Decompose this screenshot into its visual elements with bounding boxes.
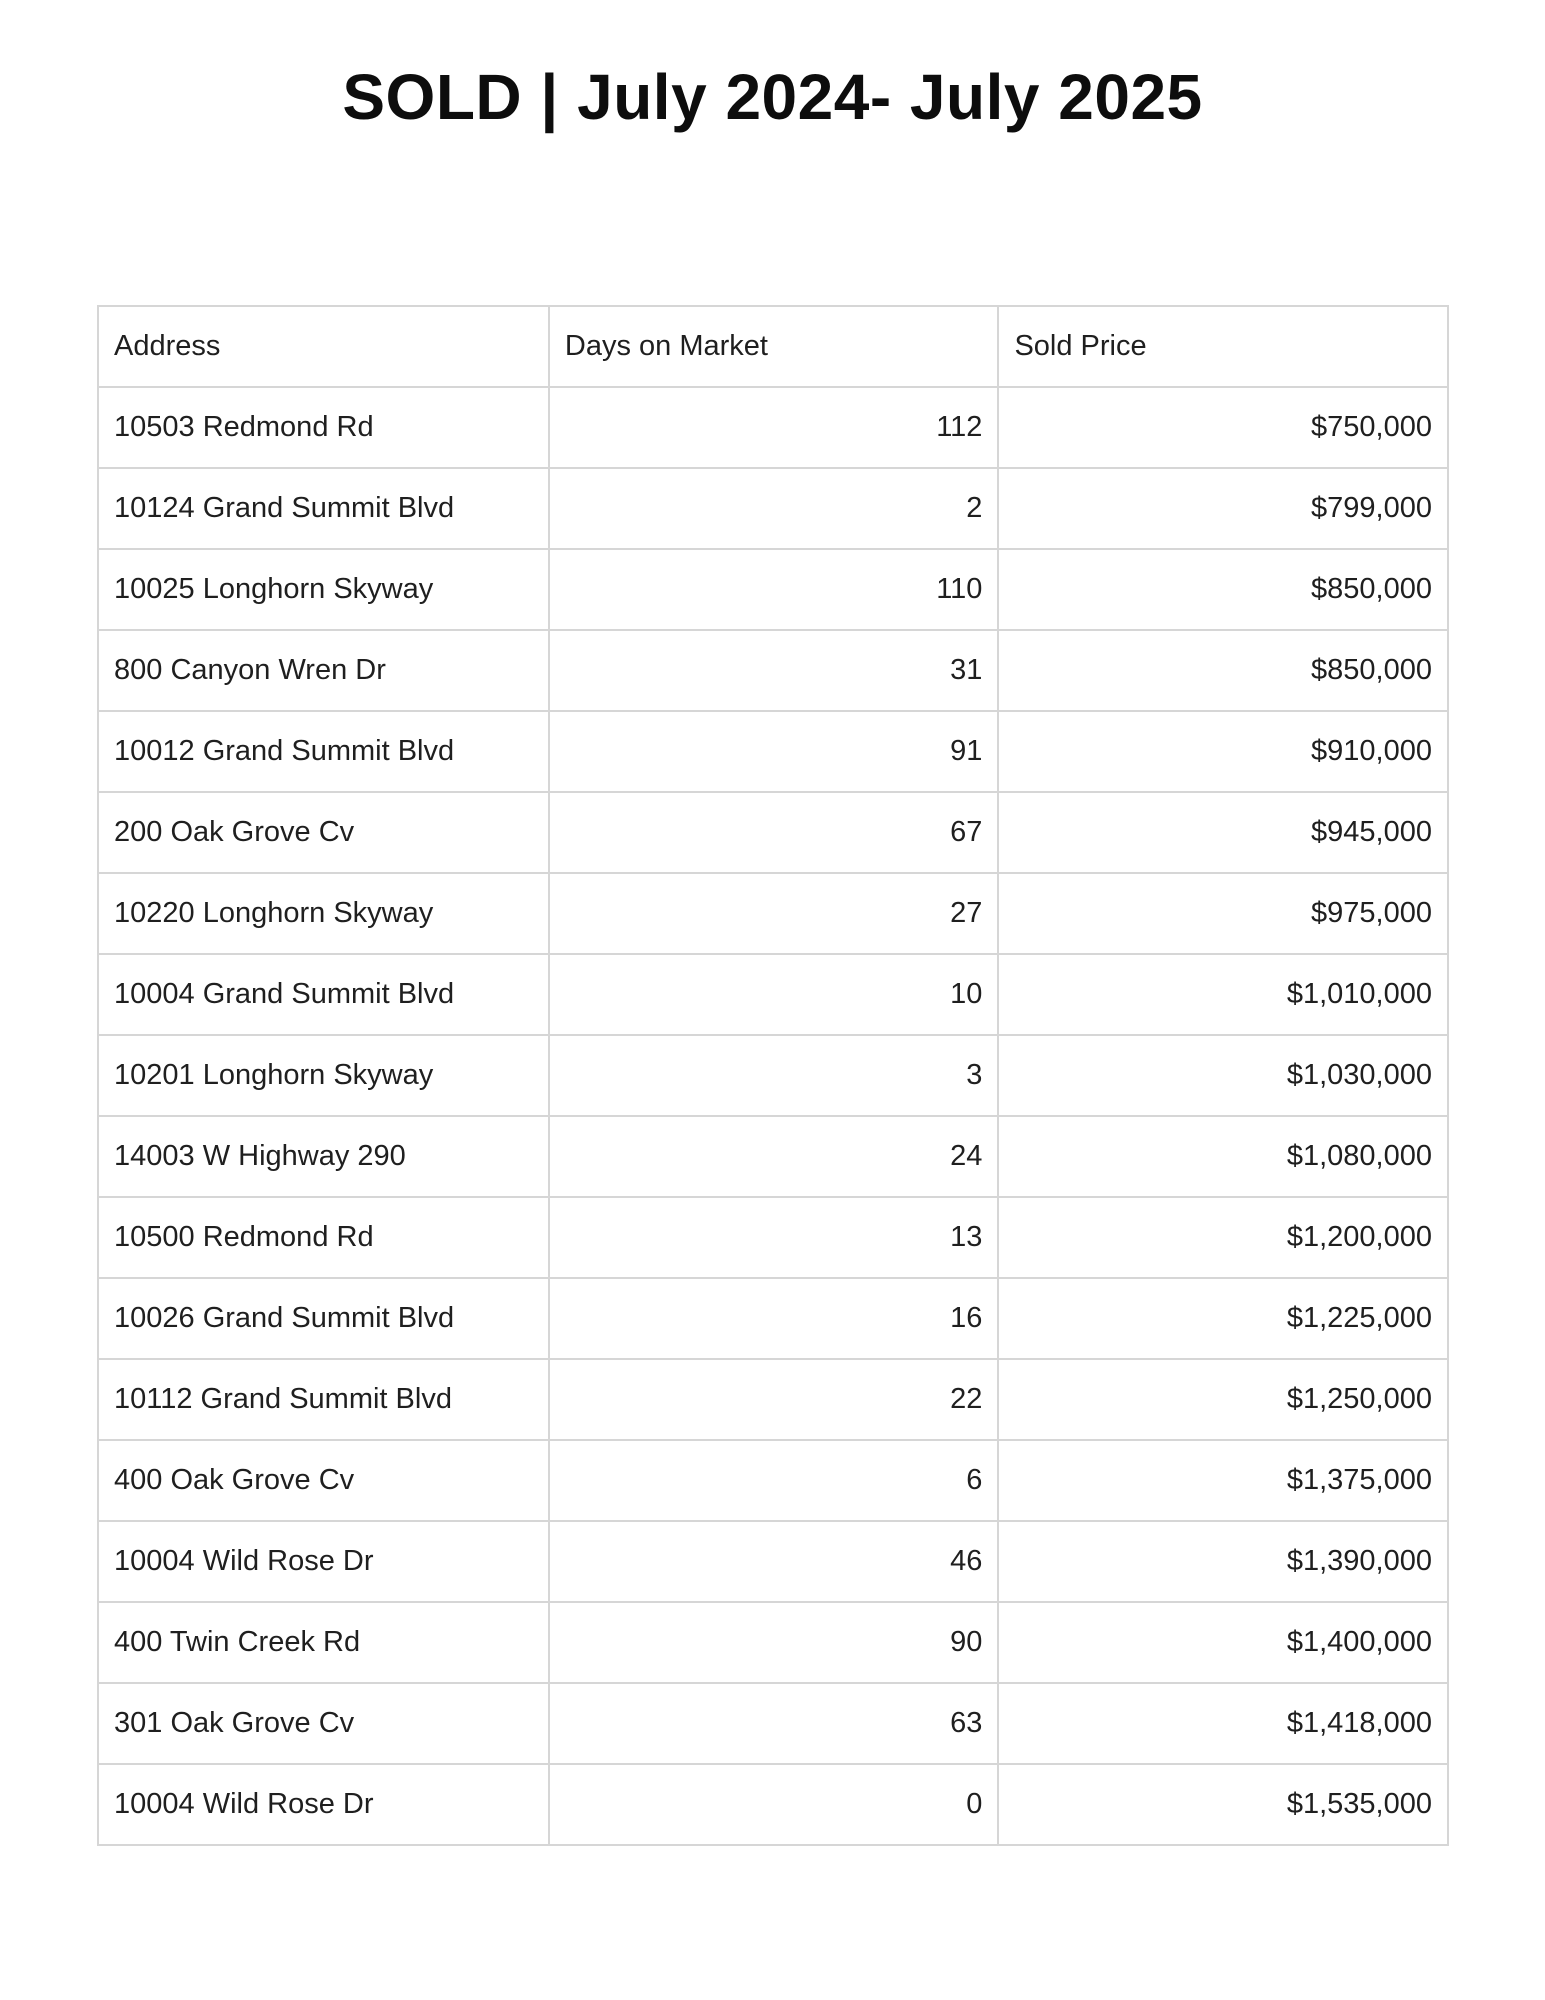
days-on-market-cell: 3: [549, 1035, 999, 1116]
sold-price-cell: $1,250,000: [998, 1359, 1448, 1440]
sold-price-cell: $1,080,000: [998, 1116, 1448, 1197]
table-row: [98, 711, 1448, 792]
table-body: [98, 387, 1448, 1845]
sold-price-cell: $1,375,000: [998, 1440, 1448, 1521]
sold-price-cell: $910,000: [998, 711, 1448, 792]
address-cell: 10004 Wild Rose Dr: [98, 1521, 549, 1602]
address-cell: 10503 Redmond Rd: [98, 387, 549, 468]
days-on-market-cell: 110: [549, 549, 999, 630]
days-on-market-cell: 31: [549, 630, 999, 711]
table-header: [98, 306, 1448, 387]
table-row: [98, 1116, 1448, 1197]
days-on-market-cell: 63: [549, 1683, 999, 1764]
sold-price-cell: $1,200,000: [998, 1197, 1448, 1278]
table-row: [98, 1521, 1448, 1602]
address-cell: 800 Canyon Wren Dr: [98, 630, 549, 711]
table-row: [98, 1440, 1448, 1521]
sold-price-cell: $1,535,000: [998, 1764, 1448, 1845]
address-cell: 200 Oak Grove Cv: [98, 792, 549, 873]
table-row: [98, 1602, 1448, 1683]
sold-price-cell: $850,000: [998, 630, 1448, 711]
days-on-market-cell: 91: [549, 711, 999, 792]
sold-price-cell: $1,030,000: [998, 1035, 1448, 1116]
sold-price-cell: $1,400,000: [998, 1602, 1448, 1683]
address-cell: 400 Twin Creek Rd: [98, 1602, 549, 1683]
address-cell: 10026 Grand Summit Blvd: [98, 1278, 549, 1359]
table-row: [98, 468, 1448, 549]
sold-price-cell: $1,418,000: [998, 1683, 1448, 1764]
days-on-market-cell: 2: [549, 468, 999, 549]
days-on-market-cell: 6: [549, 1440, 999, 1521]
days-on-market-cell: 46: [549, 1521, 999, 1602]
days-on-market-cell: 22: [549, 1359, 999, 1440]
table-row: [98, 792, 1448, 873]
days-on-market-cell: 16: [549, 1278, 999, 1359]
days-on-market-cell: 67: [549, 792, 999, 873]
table-row: [98, 954, 1448, 1035]
address-cell: 400 Oak Grove Cv: [98, 1440, 549, 1521]
table-row: [98, 1035, 1448, 1116]
address-cell: 10025 Longhorn Skyway: [98, 549, 549, 630]
days-on-market-cell: 10: [549, 954, 999, 1035]
sold-price-cell: $1,225,000: [998, 1278, 1448, 1359]
address-cell: 10004 Grand Summit Blvd: [98, 954, 549, 1035]
sold-price-cell: $1,010,000: [998, 954, 1448, 1035]
address-cell: 10004 Wild Rose Dr: [98, 1764, 549, 1845]
sold-price-cell: $975,000: [998, 873, 1448, 954]
address-cell: 10220 Longhorn Skyway: [98, 873, 549, 954]
sold-price-cell: $750,000: [998, 387, 1448, 468]
column-header-sold-price: Sold Price: [998, 306, 1448, 387]
header-row: [98, 306, 1448, 387]
days-on-market-cell: 27: [549, 873, 999, 954]
table-row: [98, 387, 1448, 468]
days-on-market-cell: 13: [549, 1197, 999, 1278]
page-title: SOLD | July 2024- July 2025: [342, 61, 1203, 133]
address-cell: 301 Oak Grove Cv: [98, 1683, 549, 1764]
table-row: [98, 1683, 1448, 1764]
sold-price-cell: $850,000: [998, 549, 1448, 630]
column-header-address: Address: [98, 306, 549, 387]
sold-price-cell: $1,390,000: [998, 1521, 1448, 1602]
table-row: [98, 1764, 1448, 1845]
table-row: [98, 630, 1448, 711]
sold-listings-table: [97, 305, 1449, 1846]
days-on-market-cell: 90: [549, 1602, 999, 1683]
days-on-market-cell: 0: [549, 1764, 999, 1845]
address-cell: 10012 Grand Summit Blvd: [98, 711, 549, 792]
table-row: [98, 1278, 1448, 1359]
address-cell: 10500 Redmond Rd: [98, 1197, 549, 1278]
table-row: [98, 549, 1448, 630]
address-cell: 14003 W Highway 290: [98, 1116, 549, 1197]
address-cell: 10124 Grand Summit Blvd: [98, 468, 549, 549]
table-row: [98, 873, 1448, 954]
address-cell: 10201 Longhorn Skyway: [98, 1035, 549, 1116]
table-row: [98, 1359, 1448, 1440]
column-header-days-on-market: Days on Market: [549, 306, 999, 387]
days-on-market-cell: 24: [549, 1116, 999, 1197]
sold-price-cell: $799,000: [998, 468, 1448, 549]
days-on-market-cell: 112: [549, 387, 999, 468]
address-cell: 10112 Grand Summit Blvd: [98, 1359, 549, 1440]
table-row: [98, 1197, 1448, 1278]
sold-price-cell: $945,000: [998, 792, 1448, 873]
